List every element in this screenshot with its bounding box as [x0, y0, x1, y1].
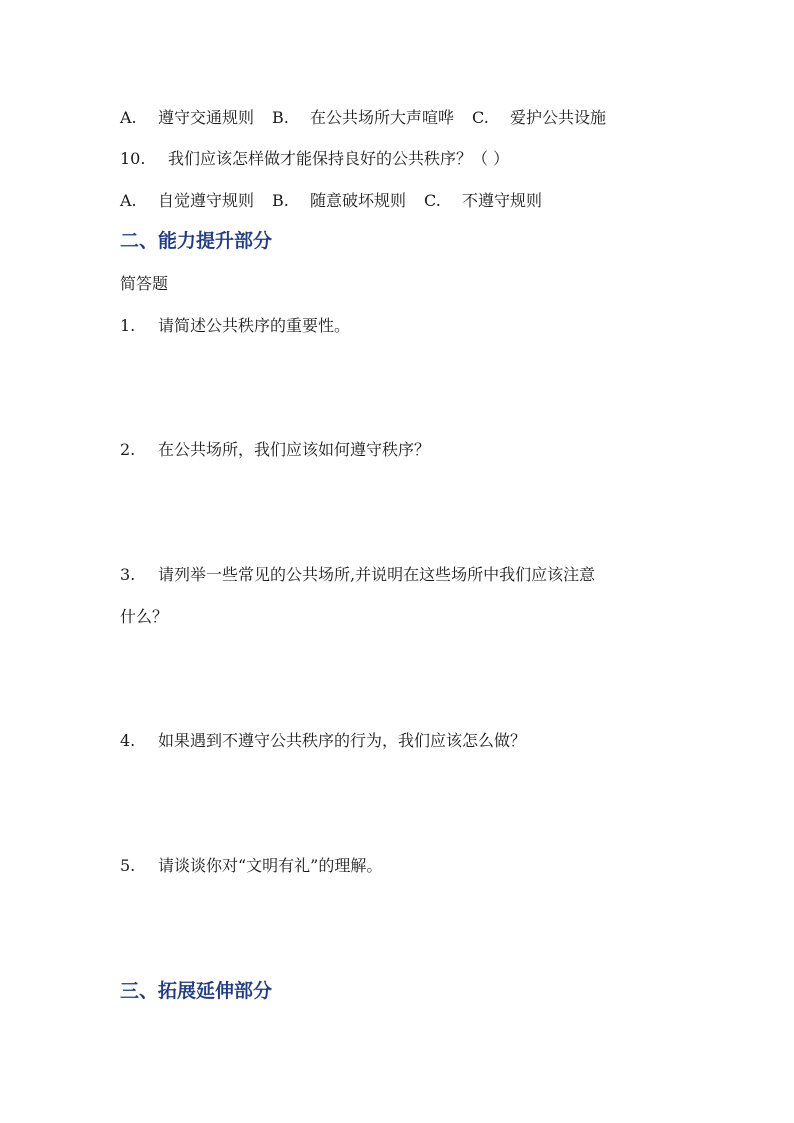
- short-answer-3-text: 请列举一些常见的公共场所,并说明在这些场所中我们应该注意: [158, 565, 596, 584]
- q10-option-c-text: 不遵守规则: [462, 191, 543, 210]
- short-answer-3-number: 3.: [120, 565, 136, 584]
- short-answer-1-number: 1.: [120, 316, 136, 335]
- q9-option-b-text: 在公共场所大声喧哗: [310, 108, 455, 127]
- section3-heading: 三、拓展延伸部分: [120, 980, 273, 1002]
- q10-question: [120, 149, 509, 169]
- short-answer-2: [120, 440, 430, 460]
- short-answer-2-text: 在公共场所，我们应该如何遵守秩序？: [158, 440, 431, 459]
- q10-option-a-text: 自觉遵守规则: [158, 191, 255, 210]
- q10-option-b-text: 随意破坏规则: [310, 191, 407, 210]
- short-answer-5: [120, 856, 382, 876]
- q10-options-row: [120, 191, 560, 211]
- q10-option-b-letter: B.: [272, 191, 289, 210]
- short-answer-4-number: 4.: [120, 731, 136, 750]
- short-answer-4: [120, 731, 526, 751]
- short-answer-4-text: 如果遇到不遵守公共秩序的行为，我们应该怎么做？: [158, 731, 527, 750]
- short-answer-2-number: 2.: [120, 440, 136, 459]
- section2-subheading: 简答题: [120, 274, 169, 293]
- short-answer-5-text: 请谈谈你对“文明有礼”的理解。: [158, 856, 383, 875]
- q10-number: 10.: [120, 149, 146, 168]
- short-answer-5-number: 5.: [120, 856, 136, 875]
- short-answer-3: [120, 565, 595, 585]
- short-answer-1-text: 请简述公共秩序的重要性。: [158, 316, 351, 335]
- q9-option-c-letter: C.: [472, 108, 489, 127]
- q10-option-a-letter: A.: [120, 191, 137, 210]
- q9-option-a-letter: A.: [120, 108, 137, 127]
- q9-option-c-text: 爱护公共设施: [510, 108, 607, 127]
- q10-text: 我们应该怎样做才能保持良好的公共秩序？（ ）: [168, 149, 510, 168]
- q9-option-b-letter: B.: [272, 108, 289, 127]
- short-answer-1: [120, 316, 350, 336]
- q9-options-row: [120, 108, 624, 128]
- short-answer-3-continuation: 什么？: [120, 607, 169, 626]
- section2-heading: 二、能力提升部分: [120, 230, 273, 252]
- q10-option-c-letter: C.: [424, 191, 441, 210]
- q9-option-a-text: 遵守交通规则: [158, 108, 255, 127]
